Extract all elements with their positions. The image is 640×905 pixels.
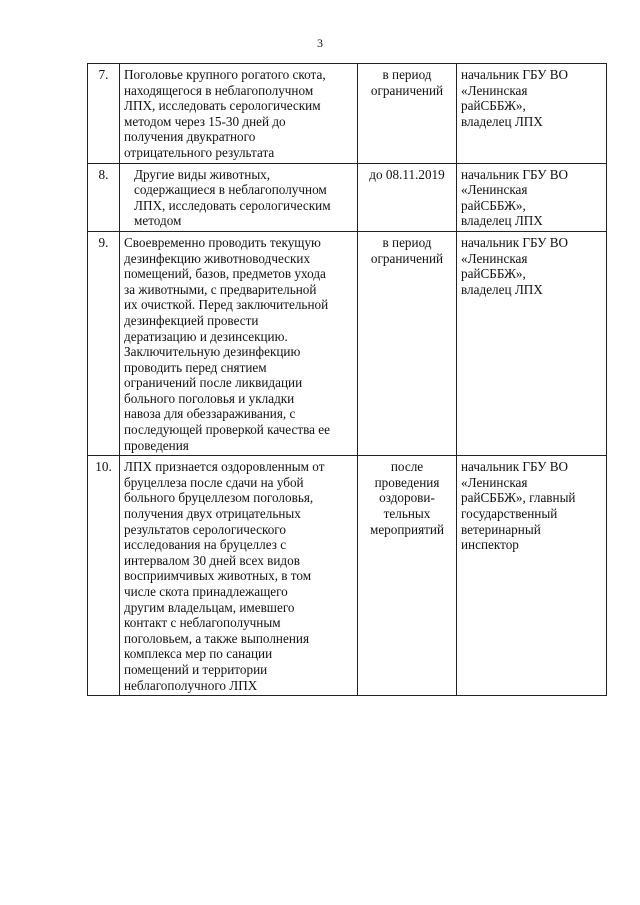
table-row <box>88 231 607 455</box>
table-row <box>88 163 607 231</box>
action-cell <box>120 163 358 231</box>
deadline-cell <box>358 231 457 455</box>
deadline-text: до 08.11.2019 <box>369 166 445 182</box>
deadline-text: в период ограничений <box>370 234 444 266</box>
action-text: Другие виды животных, содержащиеся в неблагополучном ЛПХ, исследовать серологическим методом <box>134 166 331 229</box>
action-text: Своевременно проводить текущую дезинфекцию животноводческих помещений, базов, предметов ухода за животными, с предварительной их очисткой. Перед заключительной дезинфекцией провести дератизацию и дезинсекцию. Заключительную дезинфекцию проводить перед снятием ограничений после ликвидации больного поголовья и укладки навоза для обеззараживания, с последующей проверкой качества ее проведения <box>124 234 331 453</box>
deadline-cell <box>358 64 457 164</box>
row-number <box>88 456 120 696</box>
row-number <box>88 163 120 231</box>
action-text: ЛПХ признается оздоровленным от бруцеллеза после сдачи на убой больного бруцеллезом поголовья, получения двух отрицательных результатов серологического исследования на бруцеллез с интервалом 30 дней всех видов восприимчивых животных, в том числе скота принадлежащего другим владельцам, имевшего контакт с неблагополучным поголовьем, а также выполнения комплекса мер по санации помещений и территории неблагополучного ЛПХ <box>124 459 325 693</box>
responsible-text: начальник ГБУ ВО «Ленинская райСББЖ», владелец ЛПХ <box>461 67 569 129</box>
responsible-text: начальник ГБУ ВО «Ленинская райСББЖ», владелец ЛПХ <box>461 166 569 229</box>
responsible-text: начальник ГБУ ВО «Ленинская райСББЖ», владелец ЛПХ <box>461 234 569 297</box>
row-number <box>88 64 120 164</box>
action-cell <box>120 456 358 696</box>
responsible-cell <box>457 231 607 455</box>
action-cell <box>120 64 358 164</box>
row-number-text: 9. <box>98 234 109 250</box>
row-number-text: 8. <box>98 166 109 182</box>
table-row <box>88 456 607 696</box>
responsible-cell <box>457 456 607 696</box>
table-row <box>88 64 607 164</box>
row-number-text: 7. <box>98 67 109 82</box>
row-number <box>88 231 120 455</box>
action-text: Поголовье крупного рогатого скота, находящегося в неблагополучном ЛПХ, исследовать серологическим методом через 15-30 дней до получения двукратного отрицательного результата <box>124 67 326 160</box>
responsible-text: начальник ГБУ ВО «Ленинская райСББЖ», главный государственный ветеринарный инспектор <box>461 459 576 553</box>
deadline-text: в период ограничений <box>370 67 444 98</box>
deadline-cell <box>358 163 457 231</box>
page-number: 3 <box>317 36 323 50</box>
action-cell <box>120 231 358 455</box>
responsible-cell <box>457 163 607 231</box>
row-number-text: 10. <box>95 459 112 475</box>
measures-table <box>87 63 607 696</box>
deadline-text: после проведения оздорови- тельных мероприятий <box>369 459 445 537</box>
deadline-cell <box>358 456 457 696</box>
responsible-cell <box>457 64 607 164</box>
